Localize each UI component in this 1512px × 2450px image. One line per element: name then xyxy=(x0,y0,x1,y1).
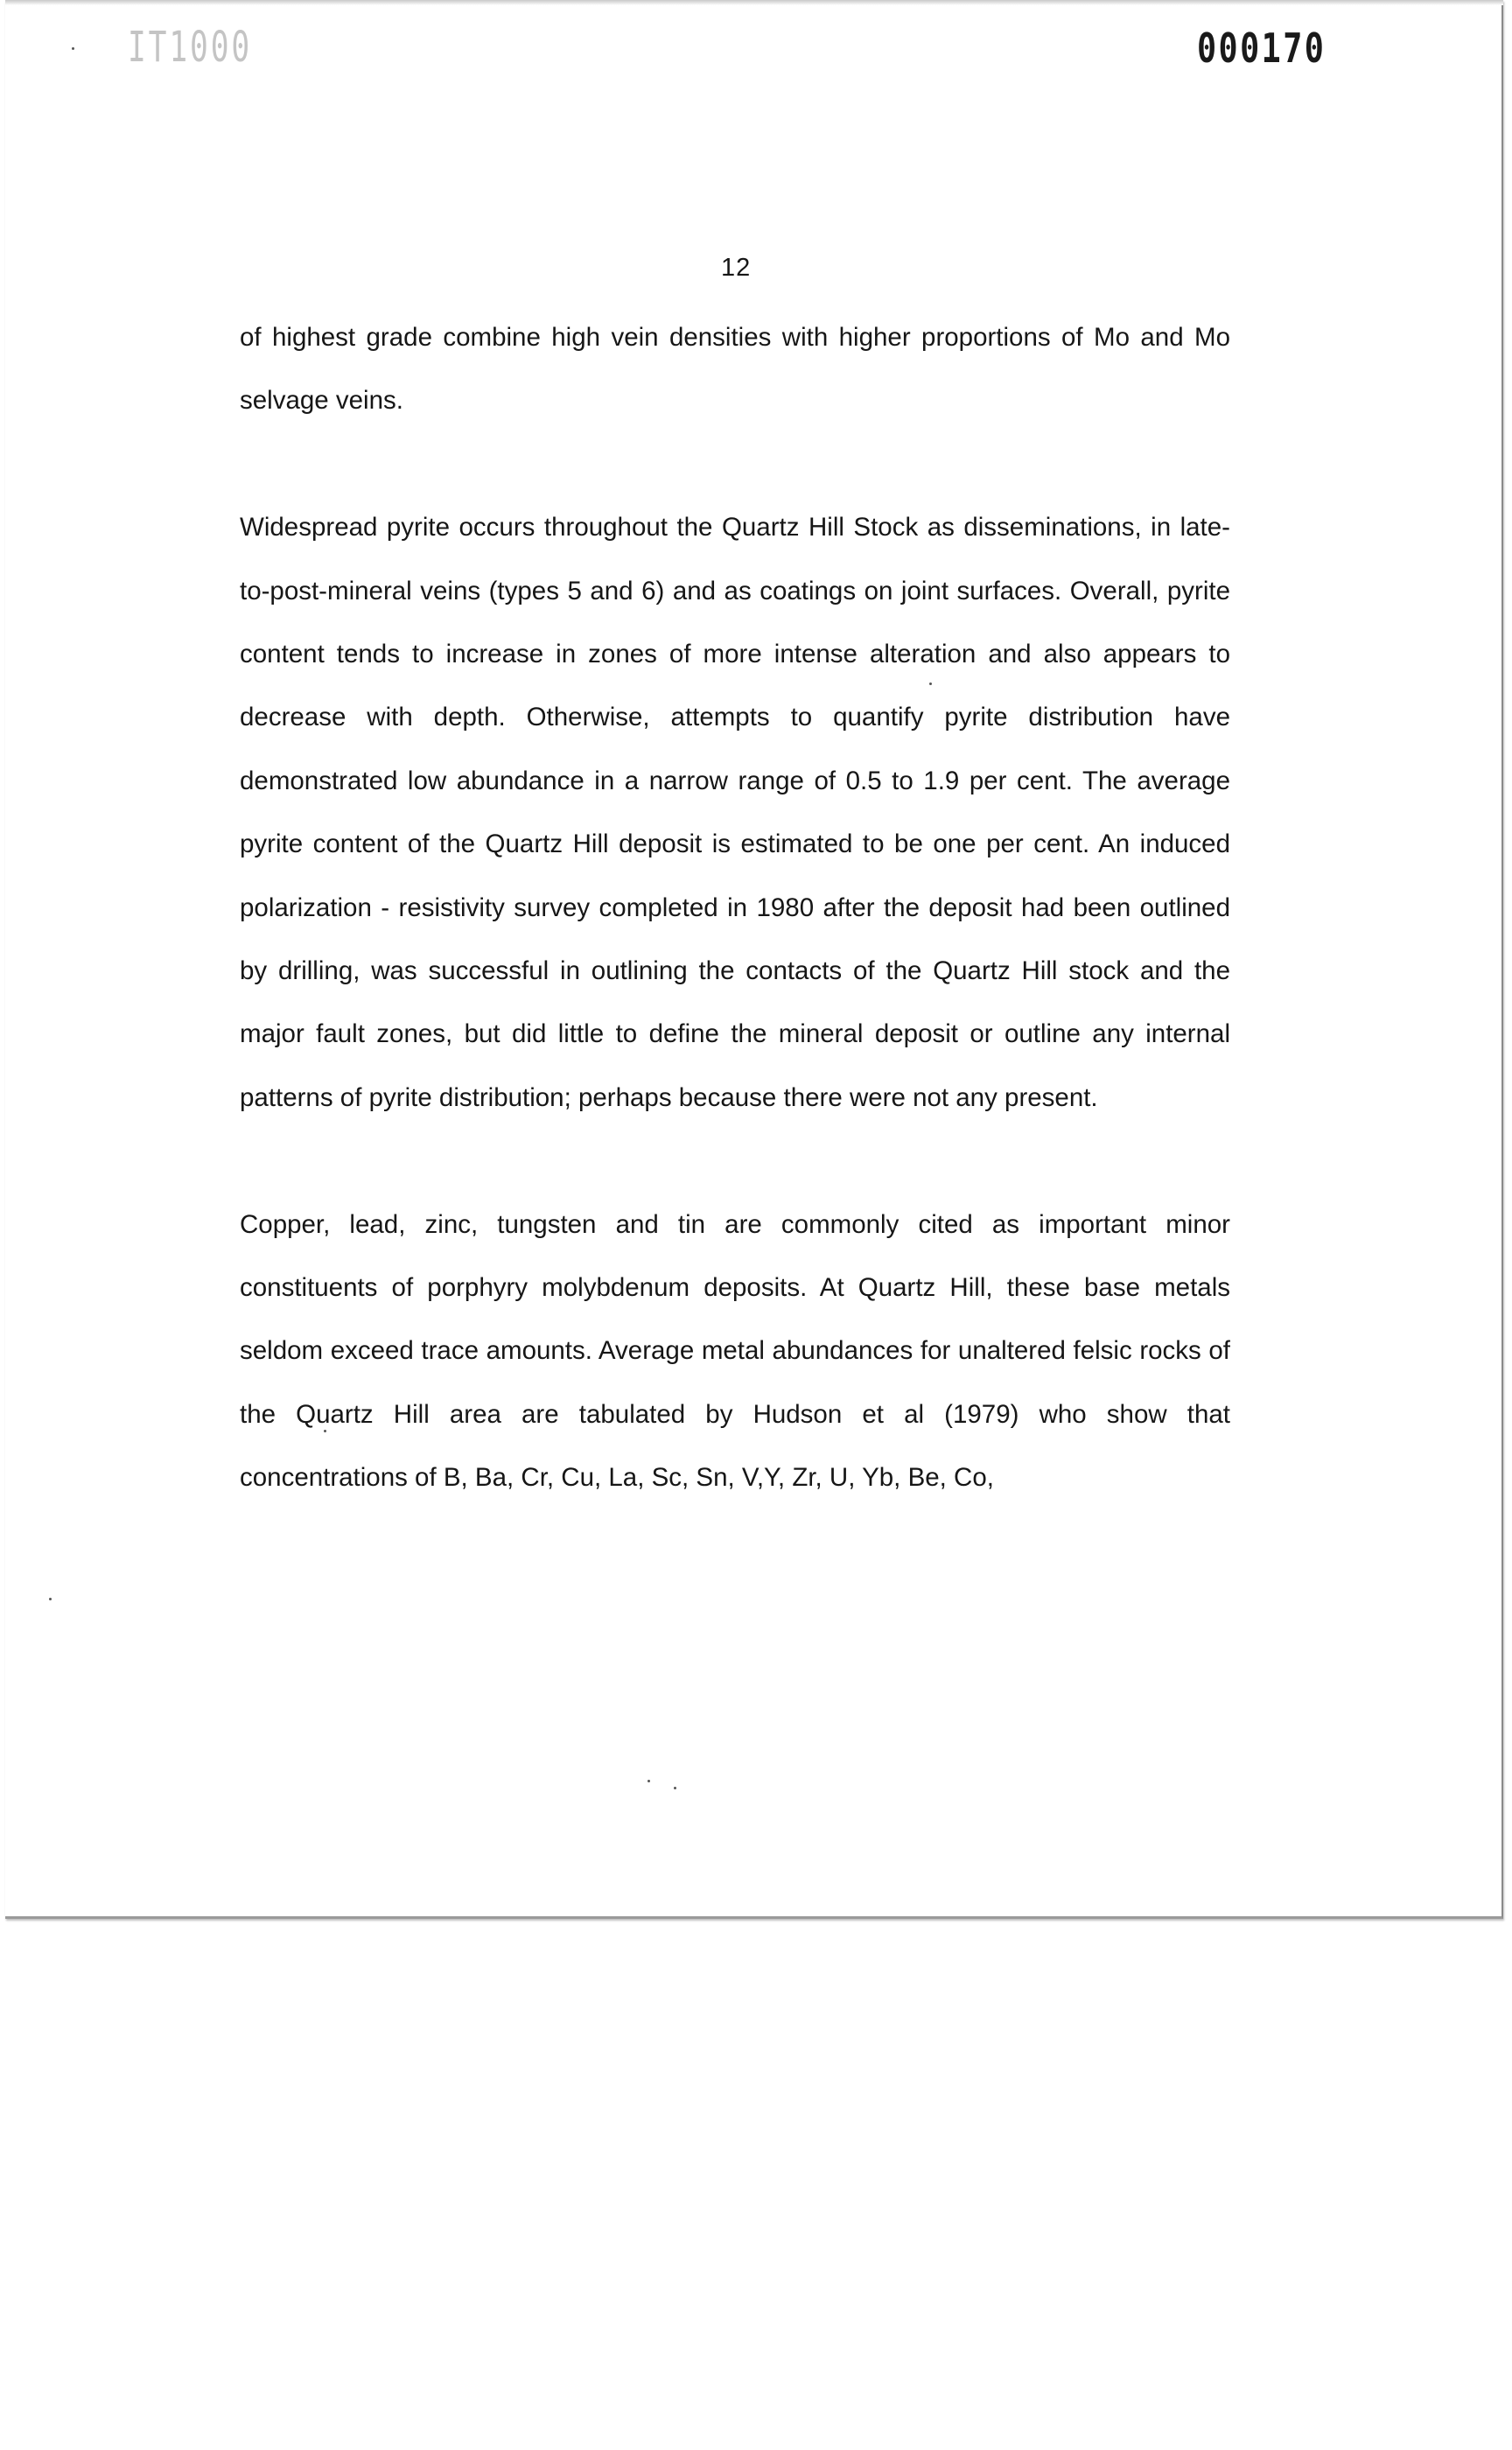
scan-speck xyxy=(49,1598,52,1600)
scan-speck xyxy=(648,1780,650,1782)
scan-speck xyxy=(324,1430,326,1432)
paragraph-pyrite: Widespread pyrite occurs throughout the Quartz Hill Stock as disseminations, in late-to-post-mineral veins (types 5 and 6) and as coatings on joint surfaces. Overall, pyrite content tends to increase in zones of more intense alteration and also appears to decrease with depth. Otherwise, attempts to quantify pyrite distribution have demonstrated low abundance in a narrow range of 0.5 to 1.9 per cent. The average pyrite content of the Quartz Hill deposit is estimated to be one per cent. An induced polarization - resistivity survey completed in 1980 after the deposit had been outlined by drilling, was successful in outlining the contacts of the Quartz Hill stock and the major fault zones, but did little to define the mineral deposit or outline any internal patterns of pyrite distribution; perhaps because there were not any present. xyxy=(240,513,1230,1112)
page-number: 12 xyxy=(721,254,752,282)
paragraph-grade-veins: of highest grade combine high vein densities with higher proportions of Mo and Mo selvage veins. xyxy=(240,323,1230,416)
document-control-number: 000170 xyxy=(1197,24,1326,72)
scanned-page xyxy=(5,0,1503,1919)
paragraph-minor-metals: Copper, lead, zinc, tungsten and tin are commonly cited as important minor constituents of porphyry molybdenum deposits. At Quartz Hill, these base metals seldom exceed trace amounts. Average metal abundances for unaltered felsic rocks of the Quartz Hill area are tabulated by Hudson et al (1979) who show that concentrations of B, Ba, Cr, Cu, La, Sc, Sn, V,Y, Zr, U, Yb, Be, Co, xyxy=(240,1209,1230,1493)
scan-speck xyxy=(674,1787,676,1789)
page-top-edge xyxy=(5,0,1503,5)
scan-speck xyxy=(929,682,932,685)
scan-speck xyxy=(72,47,74,50)
document-stamp-left: IT1000 xyxy=(128,23,253,72)
body-text xyxy=(240,306,1230,1510)
